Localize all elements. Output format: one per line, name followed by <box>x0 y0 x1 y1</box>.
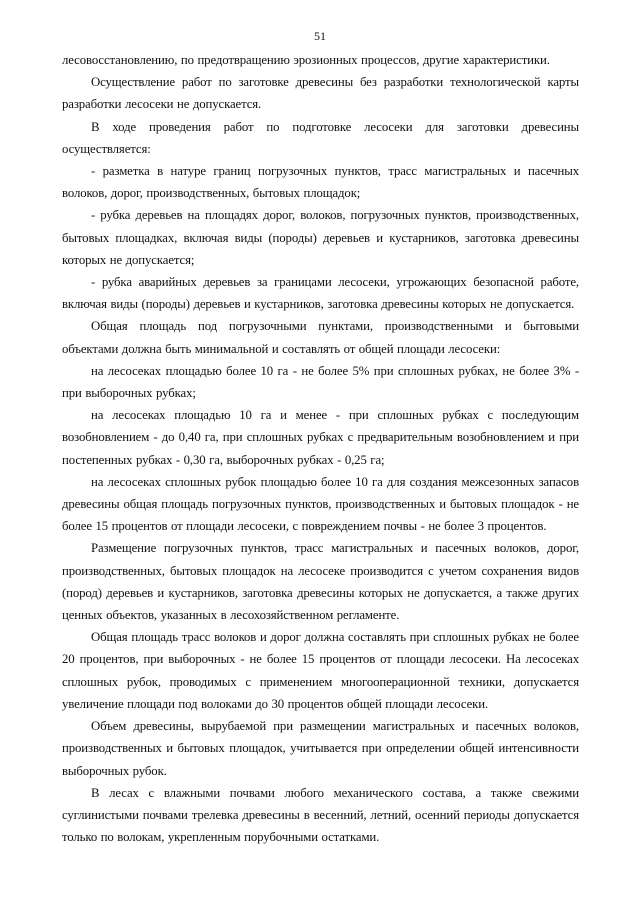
paragraph-seasonal-reserves: на лесосеках сплошных рубок площадью более 10 га для создания межсезонных запасов древесины общая площадь погрузочных пунктов, производственных и бытовых площадок - не более 15 процентов от площади лесосеки, с повреждением почвы - не более 3 процентов. <box>62 474 579 534</box>
paragraph-wet-soils: В лесах с влажными почвами любого механического состава, а также свежими суглинистыми почвами трелевка древесины в весенний, летний, осенний периоды допускается только по волокам, укрепленным порубочными остатками. <box>62 785 579 845</box>
paragraph-skid-trail-area: Общая площадь трасс волоков и дорог должна составлять при сплошных рубках не более 20 процентов, при выборочных - не более 15 процентов от площади лесосеки. На лесосеках сплошных рубок, проводимых с применением многооперационной техники, допускается увеличение площади под волоками до 30 процентов общей площади лесосеки. <box>62 630 579 711</box>
paragraph-area-over-10ha: на лесосеках площадью более 10 га - не более 5% при сплошных рубках, не более 3% - при выборочных рубках; <box>62 363 579 401</box>
paragraph-total-area: Общая площадь под погрузочными пунктами, производственными и бытовыми объектами должна быть минимальной и составлять от общей площади лесосеки: <box>62 319 579 356</box>
paragraph-placement: Размещение погрузочных пунктов, трасс магистральных и пасечных волоков, дорог, производственных, бытовых площадок на лесосеке производится с учетом сохранения видов (пород) деревьев и кустарников, заготовка древесины которых не допускается, а также других ценных объектов, указанных в лесохозяйственном регламенте. <box>62 541 579 623</box>
list-item-tree-felling: - рубка деревьев на площадях дорог, волоков, погрузочных пунктов, производственных, бытовых площадках, включая виды (породы) деревьев и кустарников, заготовка древесины которых не допускается; <box>62 208 579 267</box>
paragraph-tech-map: Осуществление работ по заготовке древесины без разработки технологической карты разработки лесосеки не допускается. <box>62 75 579 112</box>
list-item-emergency-trees: - рубка аварийных деревьев за границами лесосеки, угрожающих безопасной работе, включая виды (породы) деревьев и кустарников, заготовка древесины которых не допускается. <box>62 275 579 312</box>
paragraph-wood-volume: Объем древесины, вырубаемой при размещении магистральных и пасечных волоков, производственных и бытовых площадок, учитывается при определении общей интенсивности выборочных рубок. <box>62 719 579 778</box>
page-number: 51 <box>314 29 326 43</box>
paragraph-area-10ha-or-less: на лесосеках площадью 10 га и менее - при сплошных рубках с последующим возобновлением - до 0,40 га, при сплошных рубках с предварительным возобновлением и при постепенных рубках - 0,30 га, выборочных рубках - 0,25 га; <box>62 408 579 467</box>
paragraph-preparation-intro: В ходе проведения работ по подготовке лесосеки для заготовки древесины осуществляется: <box>62 119 579 156</box>
list-item-boundary-marking: - разметка в натуре границ погрузочных пунктов, трасс магистральных и пасечных волоков, дорог, производственных, бытовых площадок; <box>62 164 579 201</box>
paragraph-continuation: лесовосстановлению, по предотвращению эрозионных процессов, другие характеристики. <box>62 53 550 67</box>
document-body <box>62 49 579 848</box>
